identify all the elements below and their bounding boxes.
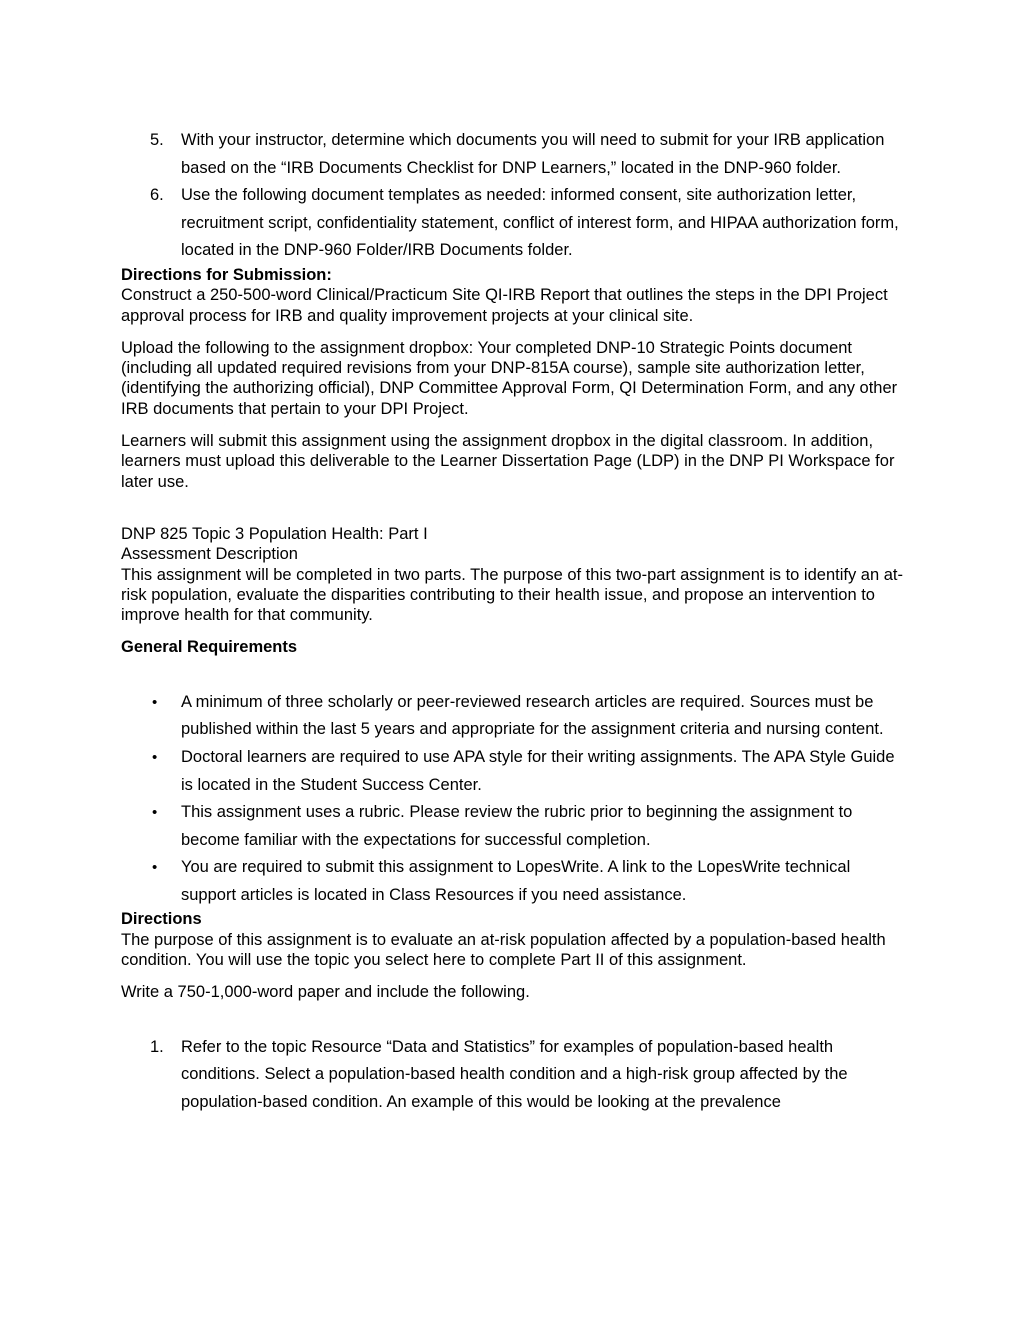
- submission-heading: Directions for Submission:: [121, 265, 332, 284]
- requirements-list: [121, 689, 906, 910]
- list-number: 6.: [150, 186, 164, 205]
- list-item: [121, 689, 906, 744]
- bullet-icon: •: [152, 693, 158, 711]
- list-item: [121, 744, 906, 799]
- general-requirements-heading: General Requirements: [121, 638, 298, 657]
- submission-paragraph: Upload the following to the assignment dropbox: Your completed DNP-10 Strategic Points document (including all updated required revisions from your DNP-815A course), sample site authorization letter, (identifying the authorizing official), DNP Committee Approval Form, QI Determination Form, and any other IRB documents that pertain to your DPI Project.: [121, 338, 898, 418]
- list-item: [121, 182, 906, 265]
- directions-steps-list: [121, 1034, 906, 1117]
- list-number: 5.: [150, 131, 164, 149]
- list-item: [121, 854, 906, 909]
- list-item: [121, 127, 906, 182]
- submission-paragraph: Construct a 250-500-word Clinical/Practicum Site QI-IRB Report that outlines the steps in the DPI Project approval process for IRB and quality improvement projects at your clinical site.: [121, 286, 888, 325]
- list-number: 1.: [150, 1037, 164, 1056]
- bullet-icon: •: [152, 804, 158, 822]
- list-item-text: You are required to submit this assignment to LopesWrite. A link to the LopesWrite technical support articles is located in Class Resources if you need assistance.: [181, 858, 851, 904]
- list-item-text: This assignment uses a rubric. Please review the rubric prior to beginning the assignment to become familiar with the expectations for successful completion.: [181, 803, 853, 849]
- list-item-text: Refer to the topic Resource “Data and Statistics” for examples of population-based health conditions. Select a population-based health condition and a high-risk group affected by the population-based condition. An example of this would be looking at the prevalence: [181, 1037, 848, 1111]
- list-item-text: With your instructor, determine which documents you will need to submit for your IRB application based on the “IRB Documents Checklist for DNP Learners,” located in the DNP-960 folder.: [181, 131, 885, 177]
- list-item: [121, 1034, 906, 1117]
- directions-heading: Directions: [121, 910, 202, 929]
- list-item: [121, 799, 906, 854]
- bullet-icon: •: [152, 748, 158, 766]
- topic-title: DNP 825 Topic 3 Population Health: Part I: [121, 524, 428, 543]
- topic-subtitle: Assessment Description: [121, 545, 298, 564]
- list-item-text: Doctoral learners are required to use APA style for their writing assignments. The APA Style Guide is located in the Student Success Center.: [181, 747, 895, 794]
- directions-paragraph: The purpose of this assignment is to evaluate an at-risk population affected by a population-based health condition. You will use the topic you select here to complete Part II of this assignment.: [121, 930, 886, 970]
- submission-paragraph: Learners will submit this assignment using the assignment dropbox in the digital classroom. In addition, learners must upload this deliverable to the Learner Dissertation Page (LDP) in the DNP PI Workspace for later use.: [121, 432, 895, 491]
- list-item-text: A minimum of three scholarly or peer-reviewed research articles are required. Sources must be published within the last 5 years and appropriate for the assignment criteria and nursing content.: [181, 692, 884, 739]
- directions-paragraph: Write a 750-1,000-word paper and include the following.: [121, 983, 530, 1002]
- document-page: [121, 127, 906, 1116]
- irb-steps-list: [121, 127, 906, 265]
- list-item-text: Use the following document templates as needed: informed consent, site authorization letter, recruitment script, confidentiality statement, conflict of interest form, and HIPAA authorization form, located in the DNP-960 Folder/IRB Documents folder.: [181, 186, 899, 260]
- bullet-icon: •: [152, 859, 158, 877]
- topic-description: This assignment will be completed in two parts. The purpose of this two-part assignment is to identify an at-risk population, evaluate the disparities contributing to their health issue, and propose an intervention to improve health for that community.: [121, 565, 903, 625]
